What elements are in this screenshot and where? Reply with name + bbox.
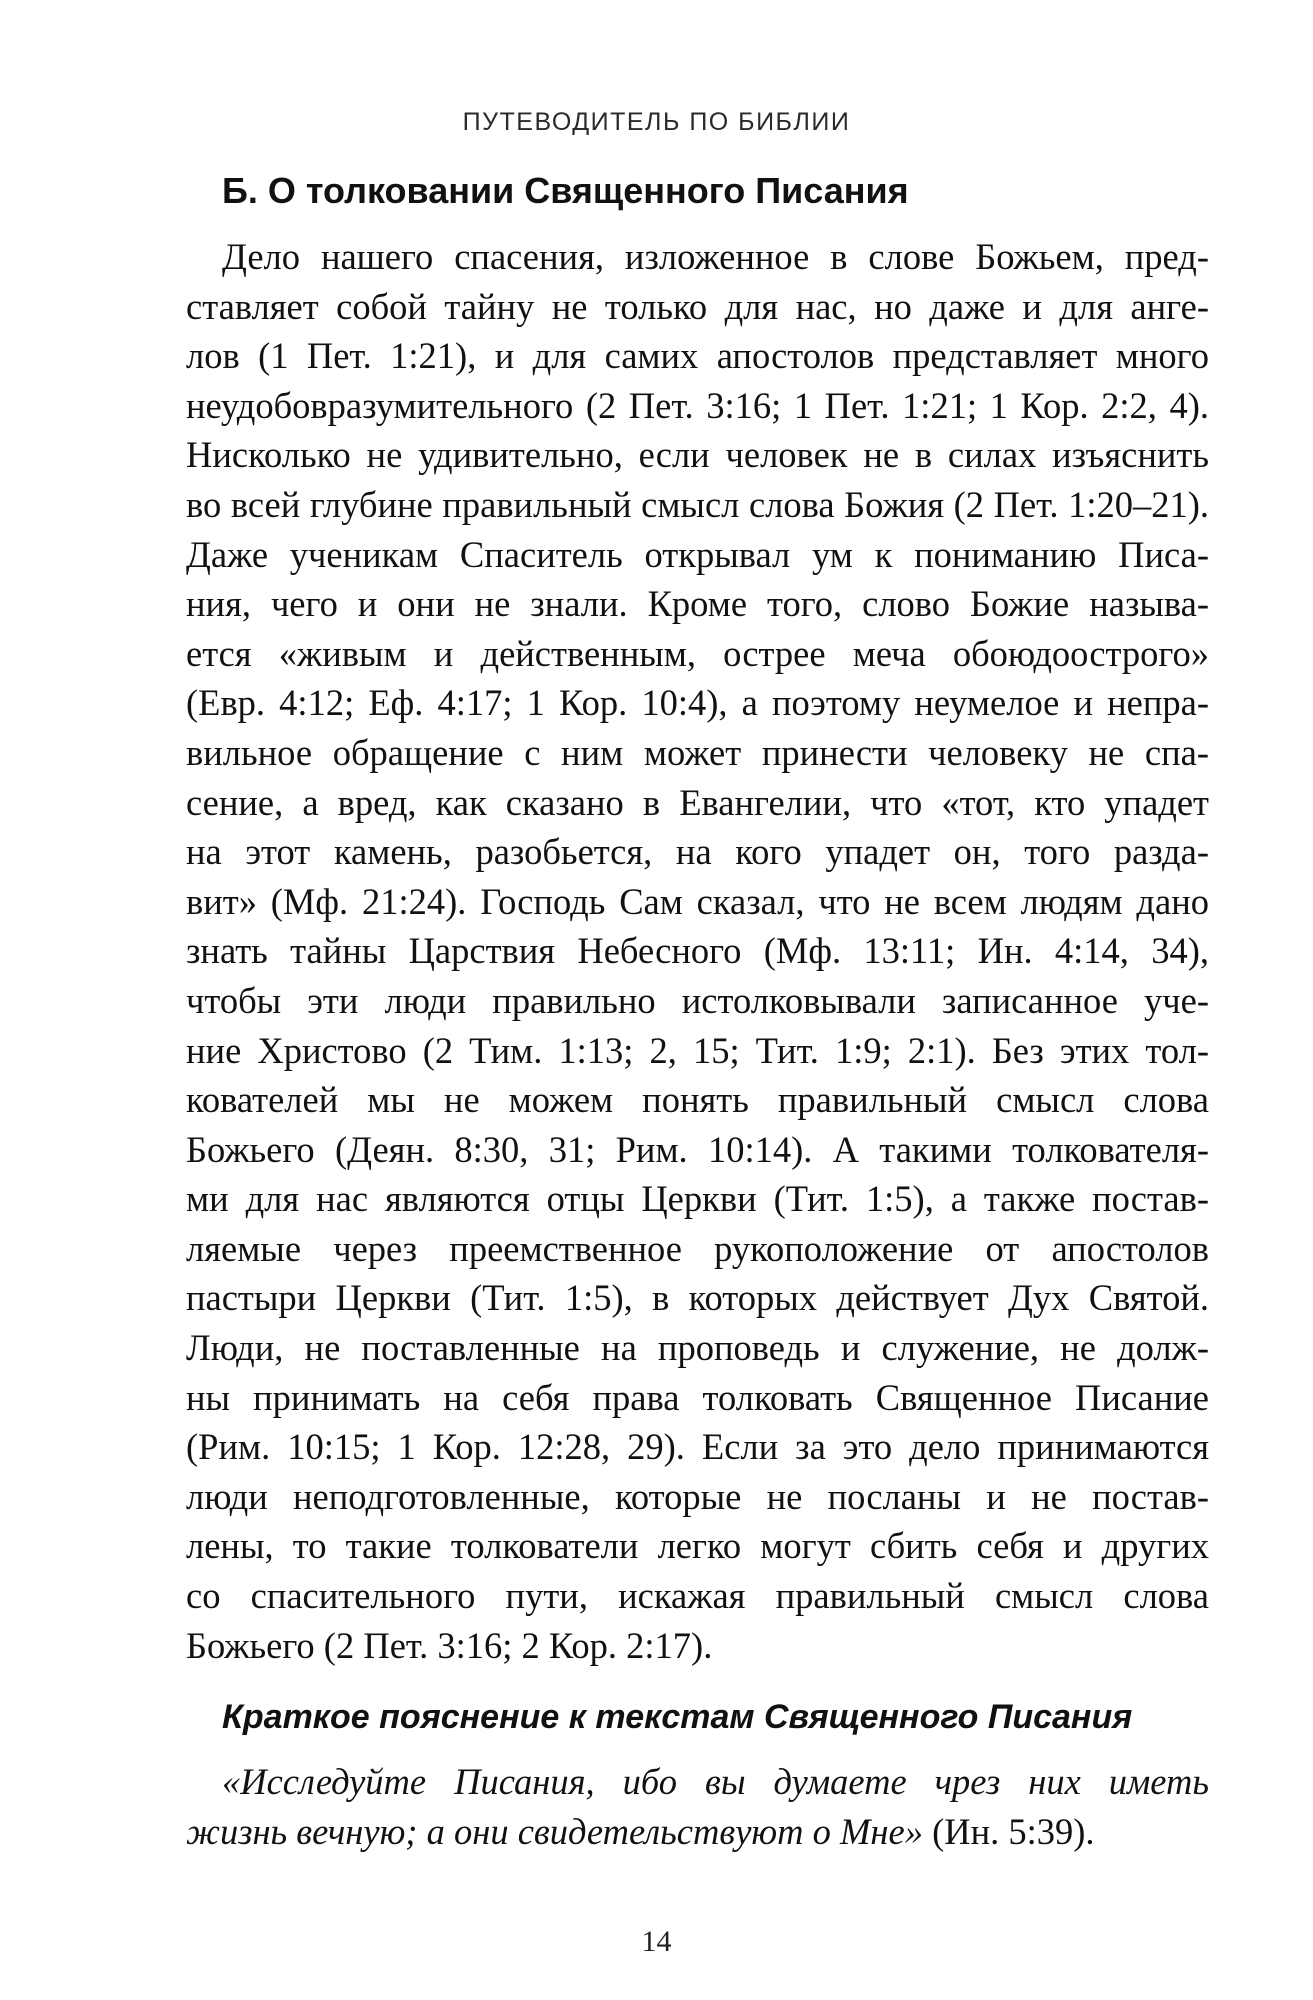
paragraph-line: ние Христово (2 Тим. 1:13; 2, 15; Тит. 1:9; 2:1). Без этих тол- xyxy=(186,1029,1209,1071)
quote-text: жизнь вечную; а они свидетельствуют о Мне» xyxy=(186,1810,923,1852)
paragraph-line: Божьего (2 Пет. 3:16; 2 Кор. 2:17). xyxy=(186,1624,713,1666)
paragraph-line: лены, то такие толкователи легко могут сбить себя и других xyxy=(186,1525,1209,1567)
paragraph-line: (Рим. 10:15; 1 Кор. 12:28, 29). Если за это дело принимаются xyxy=(186,1426,1209,1468)
paragraph-line: ляемые через преемственное рукоположение от апостолов xyxy=(186,1227,1209,1269)
paragraph-line: Люди, не поставленные на проповедь и служение, не долж- xyxy=(186,1327,1209,1369)
paragraph-line: ния, чего и они не знали. Кроме того, слово Божие называ- xyxy=(186,583,1209,625)
paragraph-line: чтобы эти люди правильно истолковывали записанное уче- xyxy=(186,979,1209,1021)
page-number: 14 xyxy=(641,1925,672,1958)
paragraph-line: кователей мы не можем понять правильный смысл слова xyxy=(186,1079,1209,1121)
paragraph-line: (Евр. 4:12; Еф. 4:17; 1 Кор. 10:4), а поэтому неумелое и непра- xyxy=(186,682,1209,724)
running-head: ПУТЕВОДИТЕЛЬ ПО БИБЛИИ xyxy=(462,108,851,136)
paragraph-line: Нисколько не удивительно, если человек не в силах изъяснить xyxy=(186,434,1209,476)
subsection-heading: Краткое пояснение к текстам Священного Писания xyxy=(222,1698,1133,1736)
paragraph-line: пастыри Церкви (Тит. 1:5), в которых действует Дух Святой. xyxy=(186,1277,1209,1319)
paragraph-line: лов (1 Пет. 1:21), и для самих апостолов представляет много xyxy=(186,335,1209,377)
paragraph-line: вит» (Мф. 21:24). Господь Сам сказал, что не всем людям дано xyxy=(186,880,1209,922)
quote-reference: (Ин. 5:39). xyxy=(922,1810,1095,1852)
paragraph-line: Дело нашего спасения, изложенное в слове Божьем, пред- xyxy=(222,236,1209,277)
paragraph-line: ется «живым и действенным, острее меча обоюдоострого» xyxy=(186,632,1209,674)
paragraph-line: неудобовразумительного (2 Пет. 3:16; 1 Пет. 1:21; 1 Кор. 2:2, 4). xyxy=(186,384,1209,426)
paragraph-line: со спасительного пути, искажая правильный смысл слова xyxy=(186,1575,1209,1617)
section-heading: Б. О толковании Священного Писания xyxy=(222,170,909,211)
quote-line xyxy=(186,1757,1209,1807)
paragraph-line: сение, а вред, как сказано в Евангелии, что «тот, кто упадет xyxy=(186,781,1209,823)
scripture-quote xyxy=(186,1757,1209,1856)
paragraph-line: на этот камень, разобьется, на кого упадет он, того разда- xyxy=(186,831,1209,873)
paragraph-line: знать тайны Царствия Небесного (Мф. 13:11; Ин. 4:14, 34), xyxy=(186,930,1209,972)
quote-text: «Исследуйте Писания, ибо вы думаете чрез них иметь xyxy=(222,1761,1209,1802)
body-text xyxy=(186,232,1209,1670)
paragraph-line: люди неподготовленные, которые не посланы и не постав- xyxy=(186,1475,1209,1517)
paragraph-line: вильное обращение с ним может принести человеку не спа- xyxy=(186,731,1209,773)
paragraph-line: Божьего (Деян. 8:30, 31; Рим. 10:14). А такими толкователя- xyxy=(186,1128,1209,1170)
paragraph-line: Даже ученикам Спаситель открывал ум к пониманию Писа- xyxy=(186,533,1209,575)
paragraph-line: ны принимать на себя права толковать Священное Писание xyxy=(186,1376,1209,1418)
paragraph-line: ставляет собой тайну не только для нас, но даже и для анге- xyxy=(186,285,1209,327)
paragraph-line: ми для нас являются отцы Церкви (Тит. 1:5), а также постав- xyxy=(186,1178,1209,1220)
quote-line xyxy=(186,1807,1209,1857)
paragraph-line: во всей глубине правильный смысл слова Божия (2 Пет. 1:20–21). xyxy=(186,483,1209,525)
